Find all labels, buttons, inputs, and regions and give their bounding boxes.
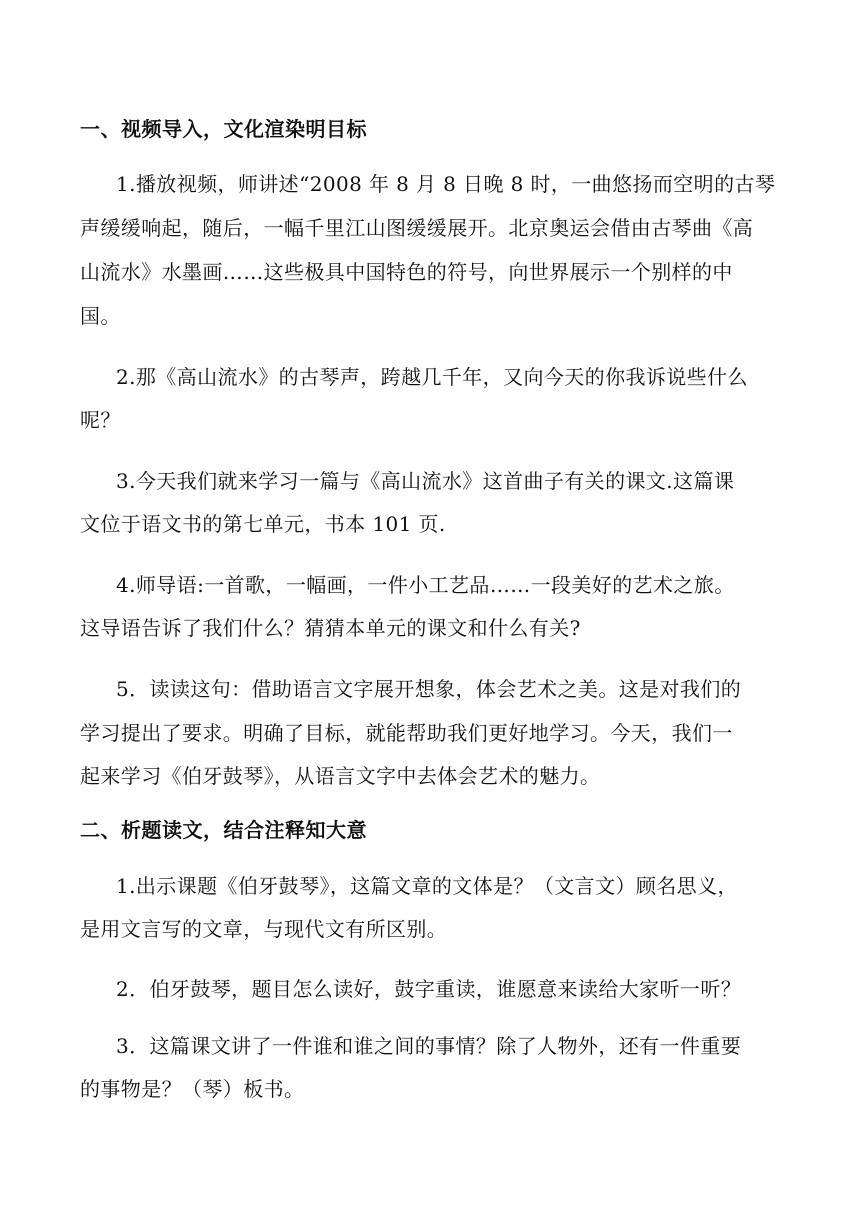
paragraph-4-line-1: 4.师导语:一首歌，一幅画，一件小工艺品……一段美好的艺术之旅。 (116, 573, 735, 597)
paragraph-3-line-1: 3.今天我们就来学习一篇与《高山流水》这首曲子有关的课文.这篇课 (116, 469, 735, 493)
paragraph-8-line-1: 3．这篇课文讲了一件谁和谁之间的事情？除了人物外，还有一件重要 (116, 1034, 742, 1058)
paragraph-1-line-1: 1.播放视频，师讲述“2008 年 8 月 8 日晚 8 时，一曲悠扬而空明的古琴 (116, 172, 776, 196)
paragraph-8-line-2: 的事物是？（琴）板书。 (80, 1077, 305, 1101)
paragraph-3-line-2: 文位于语文书的第七单元，书本 101 页. (80, 512, 446, 536)
paragraph-7-line-1: 2．伯牙鼓琴，题目怎么读好，鼓字重读，谁愿意来读给大家听一听？ (116, 977, 742, 1001)
section-heading-2: 二、析题读文，结合注释知大意 (80, 818, 367, 842)
paragraph-1-line-2: 声缓缓响起，随后，一幅千里江山图缓缓展开。北京奥运会借由古琴曲《高 (80, 216, 754, 240)
paragraph-5-line-1: 5．读读这句：借助语言文字展开想象，体会艺术之美。这是对我们的 (116, 677, 742, 701)
paragraph-6-line-2: 是用文言写的文章，与现代文有所区别。 (80, 917, 448, 941)
section-heading-1: 一、视频导入，文化渲染明目标 (80, 117, 367, 141)
paragraph-5-line-2: 学习提出了要求。明确了目标，就能帮助我们更好地学习。今天，我们一 (80, 721, 733, 745)
paragraph-1-line-4: 国。 (80, 304, 121, 328)
paragraph-4-line-2: 这导语告诉了我们什么？猜猜本单元的课文和什么有关? (80, 616, 581, 640)
paragraph-6-line-1: 1.出示课题《伯牙鼓琴》，这篇文章的文体是？（文言文）顾名思义， (116, 874, 738, 898)
paragraph-5-line-3: 起来学习《伯牙鼓琴》，从语言文字中去体会艺术的魅力。 (80, 764, 601, 788)
paragraph-2-line-1: 2.那《高山流水》的古琴声，跨越几千年，又向今天的你我诉说些什么 (116, 365, 748, 389)
paragraph-2-line-2: 呢？ (80, 408, 121, 432)
paragraph-1-line-3: 山流水》水墨画……这些极具中国特色的符号，向世界展示一个别样的中 (80, 260, 733, 284)
